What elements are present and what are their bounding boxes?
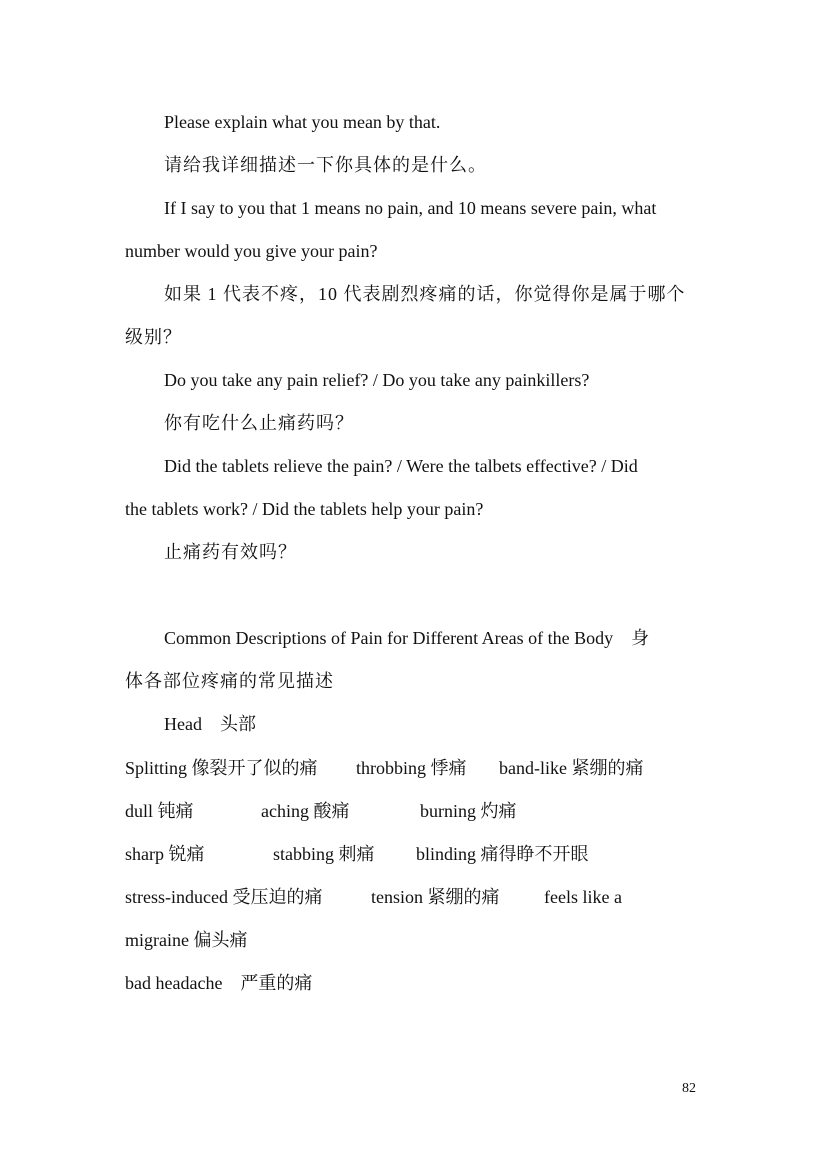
term-aching: aching 酸痛 bbox=[261, 801, 350, 821]
question-2-english-line-2: number would you give your pain? bbox=[125, 241, 378, 261]
term-tension: tension 紧绷的痛 bbox=[371, 887, 500, 907]
question-2-chinese-line-2: 级别？ bbox=[125, 327, 182, 347]
term-blinding: blinding 痛得睁不开眼 bbox=[416, 844, 589, 864]
section-heading-line-2: 体各部位疼痛的常见描述 bbox=[125, 671, 334, 691]
term-migraine: migraine 偏头痛 bbox=[125, 930, 248, 950]
question-4-chinese: 止痛药有效吗？ bbox=[164, 542, 297, 562]
term-dull: dull 钝痛 bbox=[125, 801, 194, 821]
section-subheading-head: Head 头部 bbox=[164, 714, 256, 734]
question-1-chinese: 请给我详细描述一下你具体的是什么。 bbox=[164, 155, 487, 175]
term-bad-headache: bad headache 严重的痛 bbox=[125, 973, 313, 993]
question-3-chinese: 你有吃什么止痛药吗？ bbox=[164, 413, 354, 433]
page-number: 82 bbox=[682, 1081, 696, 1096]
question-4-english-line-1: Did the tablets relieve the pain? / Were the talbets effective? / Did bbox=[164, 456, 638, 476]
term-burning: burning 灼痛 bbox=[420, 801, 517, 821]
term-row bbox=[125, 756, 725, 780]
question-3-english: Do you take any pain relief? / Do you take any painkillers? bbox=[164, 370, 590, 390]
section-heading-line-1: Common Descriptions of Pain for Different Areas of the Body 身 bbox=[164, 628, 650, 648]
term-row bbox=[125, 799, 725, 823]
question-1-english: Please explain what you mean by that. bbox=[164, 112, 441, 132]
question-2-chinese-line-1: 如果 1 代表不疼，10 代表剧烈疼痛的话，你觉得你是属于哪个 bbox=[164, 284, 686, 304]
term-row bbox=[125, 885, 725, 909]
term-stabbing: stabbing 刺痛 bbox=[273, 844, 375, 864]
term-splitting: Splitting 像裂开了似的痛 bbox=[125, 758, 318, 778]
term-throbbing: throbbing 悸痛 bbox=[356, 758, 467, 778]
term-stress-induced: stress-induced 受压迫的痛 bbox=[125, 887, 323, 907]
term-feels-like: feels like a bbox=[544, 887, 622, 907]
term-band-like: band-like 紧绷的痛 bbox=[499, 758, 644, 778]
term-sharp: sharp 锐痛 bbox=[125, 844, 205, 864]
question-4-english-line-2: the tablets work? / Did the tablets help your pain? bbox=[125, 499, 484, 519]
term-row bbox=[125, 842, 725, 866]
question-2-english-line-1: If I say to you that 1 means no pain, and 10 means severe pain, what bbox=[164, 198, 657, 218]
